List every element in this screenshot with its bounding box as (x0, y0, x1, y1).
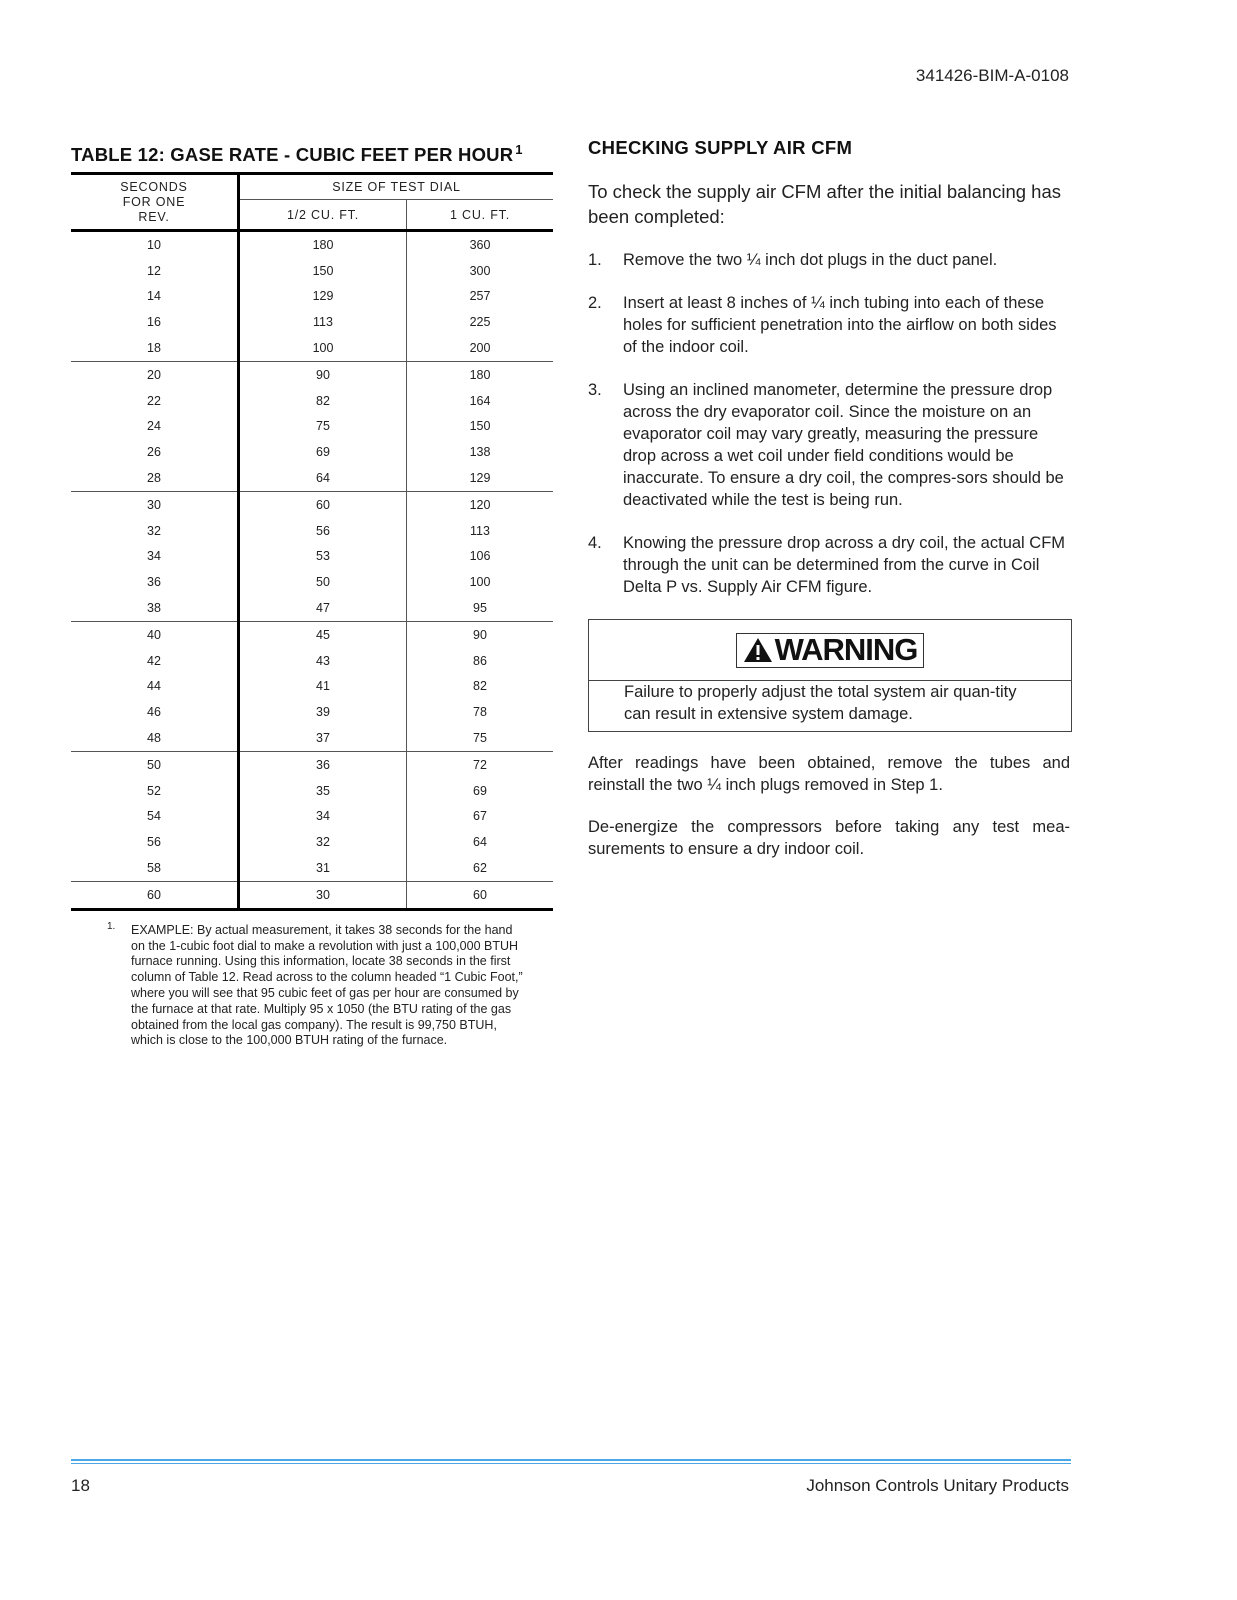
header-seconds-line2: FOR ONE (122, 195, 186, 209)
cell-seconds: 20 (71, 361, 239, 387)
cell-seconds: 52 (71, 778, 239, 804)
cell-seconds: 30 (71, 491, 239, 517)
cell-half-cu-ft: 30 (239, 881, 407, 909)
cell-one-cu-ft: 138 (469, 445, 491, 460)
table-row (71, 258, 553, 284)
step-text: Using an inclined manometer, determine the pressure drop across the dry evaporator coil. Since the moisture on an evaporator coil may vary greatly, measuring the pressure drop across a wet coil under field conditions would be inaccurate. To ensure a dry coil, the compres-sors should be deactivated while the test is being run. (623, 381, 1064, 509)
cell-half-cu-ft: 129 (239, 284, 407, 310)
cell-seconds: 14 (71, 284, 239, 310)
table-row (71, 335, 553, 361)
step-number: 2. (588, 294, 602, 312)
header-one-cu-ft: 1 CU. FT. (407, 200, 554, 231)
cell-half-cu-ft: 32 (239, 829, 407, 855)
cell-half-cu-ft: 43 (239, 648, 407, 674)
warning-text: Failure to properly adjust the total system air quan-tity can result in extensive system damage. (624, 683, 1017, 723)
cell-seconds: 34 (71, 544, 239, 570)
header-seconds-line1: SECONDS (120, 180, 188, 194)
cell-seconds: 42 (71, 648, 239, 674)
table-title-footnote-ref: 1 (515, 142, 523, 157)
table-row (71, 595, 553, 621)
footnote-mark: 1. (107, 920, 116, 932)
cell-half-cu-ft: 100 (239, 335, 407, 361)
cell-half-cu-ft: 35 (239, 778, 407, 804)
table-row (71, 465, 553, 491)
cell-one-cu-ft: 72 (407, 751, 554, 777)
cell-one-cu-ft: 180 (407, 361, 554, 387)
cell-half-cu-ft: 69 (239, 439, 407, 465)
table-row (71, 621, 553, 647)
cell-seconds: 56 (71, 829, 239, 855)
cell-half-cu-ft: 75 (239, 414, 407, 440)
table-row (71, 881, 553, 909)
cell-half-cu-ft: 39 (239, 699, 407, 725)
cell-half-cu-ft: 113 (239, 309, 407, 335)
table-row (71, 439, 553, 465)
footnote-text: EXAMPLE: By actual measurement, it takes 38 seconds for the hand on the 1-cubic foot dial to make a revolution with just a 100,000 BTUH furnace running. Using this information, locate 38 seconds in the first column of Table 12. Read across to the column headed “1 Cubic Foot,” where you will see that 95 cubic feet of gas per hour are consumed by the furnace at that rate. Multiply 95 x 1050 (the BTU rating of the gas obtained from the local gas company). The result is 99,750 BTUH, which is close to the 100,000 BTUH rating of the furnace. (131, 922, 523, 1048)
cell-seconds: 32 (71, 518, 239, 544)
warning-header (589, 620, 1071, 681)
cell-one-cu-ft: 86 (473, 653, 487, 668)
cell-half-cu-ft: 50 (239, 569, 407, 595)
cell-one-cu-ft: 164 (469, 393, 491, 408)
cell-one-cu-ft: 200 (469, 341, 491, 356)
step-text: Knowing the pressure drop across a dry coil, the actual CFM through the unit can be determined from the curve in Coil Delta P vs. Supply Air CFM figure. (623, 534, 1066, 596)
document-number: 341426-BIM-A-0108 (915, 66, 1069, 85)
cell-seconds: 48 (71, 725, 239, 751)
cell-seconds: 54 (71, 804, 239, 830)
warning-label-text: WARNING (774, 632, 918, 667)
cell-seconds: 38 (71, 595, 239, 621)
warning-triangle-icon (743, 637, 773, 663)
warning-label (736, 633, 925, 668)
cell-seconds: 44 (71, 674, 239, 700)
footer-rule (71, 1459, 1071, 1464)
cell-one-cu-ft: 62 (473, 861, 487, 876)
section-heading: CHECKING SUPPLY AIR CFM (588, 137, 853, 158)
cell-one-cu-ft: 64 (473, 835, 487, 850)
table-row (71, 829, 553, 855)
step-number: 3. (588, 381, 602, 399)
step-item (588, 292, 1070, 358)
cell-seconds: 50 (71, 751, 239, 777)
header-half-cu-ft: 1/2 CU. FT. (239, 200, 407, 231)
table-row (71, 231, 553, 258)
cell-one-cu-ft: 69 (473, 783, 487, 798)
table-section (71, 142, 553, 1049)
cell-seconds: 36 (71, 569, 239, 595)
step-item (588, 249, 1070, 271)
table-title (71, 142, 553, 166)
table-row (71, 544, 553, 570)
table-row (71, 414, 553, 440)
cell-seconds: 12 (71, 258, 239, 284)
cell-half-cu-ft: 90 (239, 361, 407, 387)
cell-seconds: 16 (71, 309, 239, 335)
cell-half-cu-ft: 45 (239, 621, 407, 647)
cell-one-cu-ft: 360 (469, 237, 491, 252)
cell-half-cu-ft: 150 (239, 258, 407, 284)
table-row (71, 804, 553, 830)
table-footnote (107, 920, 523, 1049)
step-text: Insert at least 8 inches of ¼ inch tubing into each of these holes for sufficient penetration into the airflow on both sides of the indoor coil. (623, 294, 1057, 356)
intro-paragraph: To check the supply air CFM after the initial balancing has been completed: (588, 181, 1062, 227)
company-name: Johnson Controls Unitary Products (806, 1476, 1069, 1495)
cell-one-cu-ft: 129 (469, 471, 491, 486)
cell-seconds: 40 (71, 621, 239, 647)
cell-one-cu-ft: 113 (470, 523, 490, 538)
table-title-text: TABLE 12: GASE RATE - CUBIC FEET PER HOUR (71, 144, 514, 165)
table-row (71, 751, 553, 777)
de-energize-paragraph: De-energize the compressors before taking any test mea-surements to ensure a dry indoor coil. (588, 818, 1070, 858)
cell-half-cu-ft: 47 (239, 595, 407, 621)
table-row (71, 388, 553, 414)
cell-one-cu-ft: 82 (473, 679, 487, 694)
gas-rate-table (71, 172, 553, 911)
table-row (71, 518, 553, 544)
step-number: 1. (588, 251, 602, 269)
cell-one-cu-ft: 106 (469, 549, 491, 564)
table-row (71, 491, 553, 517)
cell-half-cu-ft: 64 (239, 465, 407, 491)
cell-seconds: 24 (71, 414, 239, 440)
table-row (71, 309, 553, 335)
cell-one-cu-ft: 257 (469, 289, 491, 304)
cell-seconds: 26 (71, 439, 239, 465)
table-row (71, 569, 553, 595)
header-seconds-line3: REV. (138, 210, 170, 224)
page-number: 18 (71, 1476, 90, 1495)
step-number: 4. (588, 534, 602, 552)
table-body (71, 231, 553, 910)
cell-one-cu-ft: 78 (473, 705, 487, 720)
cell-seconds: 22 (71, 388, 239, 414)
cell-half-cu-ft: 31 (239, 855, 407, 881)
cell-one-cu-ft: 150 (469, 419, 491, 434)
table-row (71, 725, 553, 751)
cell-one-cu-ft: 225 (469, 315, 491, 330)
cell-one-cu-ft: 90 (407, 621, 554, 647)
cell-one-cu-ft: 120 (407, 491, 554, 517)
cell-half-cu-ft: 36 (239, 751, 407, 777)
cell-half-cu-ft: 37 (239, 725, 407, 751)
cell-seconds: 10 (71, 231, 239, 258)
cell-seconds: 28 (71, 465, 239, 491)
cell-one-cu-ft: 95 (473, 601, 487, 616)
cell-one-cu-ft: 75 (473, 731, 487, 746)
steps-list (588, 249, 1070, 598)
cell-one-cu-ft: 67 (473, 809, 487, 824)
cell-half-cu-ft: 53 (239, 544, 407, 570)
table-row (71, 361, 553, 387)
cell-half-cu-ft: 82 (239, 388, 407, 414)
cell-half-cu-ft: 180 (239, 231, 407, 258)
warning-box (588, 619, 1072, 732)
step-text: Remove the two ¼ inch dot plugs in the duct panel. (623, 251, 998, 269)
cell-half-cu-ft: 56 (239, 518, 407, 544)
cell-half-cu-ft: 34 (239, 804, 407, 830)
checking-supply-air-section (588, 137, 1070, 860)
cell-seconds: 18 (71, 335, 239, 361)
table-row (71, 855, 553, 881)
table-row (71, 284, 553, 310)
step-item (588, 379, 1070, 511)
cell-half-cu-ft: 60 (239, 491, 407, 517)
table-row (71, 699, 553, 725)
header-seconds (71, 174, 239, 231)
cell-half-cu-ft: 41 (239, 674, 407, 700)
table-row (71, 778, 553, 804)
step-item (588, 532, 1070, 598)
cell-one-cu-ft: 60 (407, 881, 554, 909)
table-row (71, 648, 553, 674)
cell-seconds: 46 (71, 699, 239, 725)
header-size-of-test-dial: SIZE OF TEST DIAL (239, 174, 554, 200)
cell-seconds: 60 (71, 881, 239, 909)
cell-one-cu-ft: 100 (469, 575, 491, 590)
cell-one-cu-ft: 300 (469, 263, 491, 278)
after-readings-paragraph: After readings have been obtained, remove the tubes and reinstall the two ¼ inch plugs removed in Step 1. (588, 754, 1070, 794)
cell-seconds: 58 (71, 855, 239, 881)
table-row (71, 674, 553, 700)
